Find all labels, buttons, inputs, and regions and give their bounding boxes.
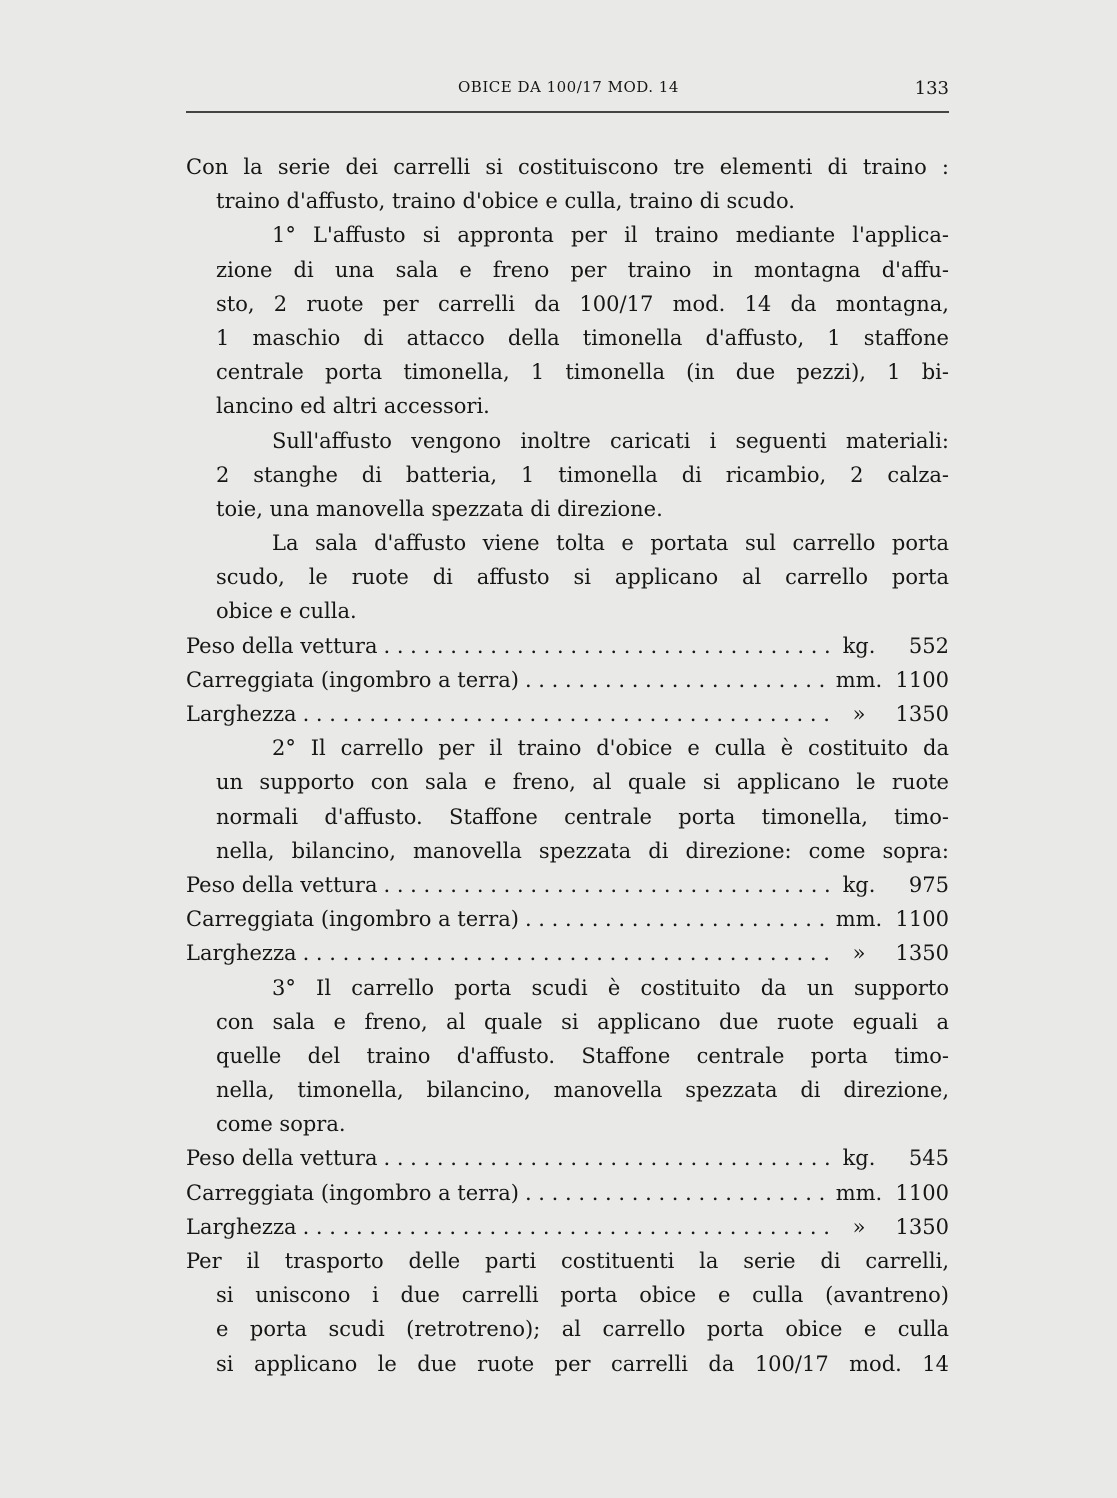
- spec-unit: mm.: [835, 1180, 883, 1205]
- spec-label: Peso della vettura: [186, 872, 378, 897]
- spec-unit: »: [852, 1214, 866, 1239]
- text-line: con sala e freno, al quale si applicano due ruote eguali a: [216, 1009, 949, 1034]
- spec-unit: mm.: [835, 667, 883, 692]
- spec-unit: kg.: [842, 872, 876, 897]
- spec-row: [186, 629, 949, 663]
- dot-leader: [377, 1141, 831, 1175]
- text-line: come sopra.: [216, 1112, 346, 1137]
- spec-label: Carreggiata (ingombro a terra): [186, 1180, 519, 1205]
- text-line: quelle del traino d'affusto. Staffone centrale porta timo-: [216, 1043, 949, 1068]
- spec-value: 1350: [895, 1214, 949, 1239]
- text-line: toie, una manovella spezzata di direzione.: [216, 496, 663, 521]
- spec-label: Carreggiata (ingombro a terra): [186, 907, 519, 932]
- dot-leader: [297, 1210, 831, 1244]
- spec-label: Peso della vettura: [186, 633, 378, 658]
- spec-row: [186, 936, 949, 970]
- spec-label: Larghezza: [186, 702, 297, 726]
- dot-leader: [519, 902, 831, 936]
- spec-value: 1100: [895, 667, 949, 692]
- text-line: centrale porta timonella, 1 timonella (in due pezzi), 1 bi-: [216, 360, 949, 385]
- running-head-title: OBICE DA 100/17 MOD. 14: [458, 78, 679, 96]
- spec-value: 545: [908, 1146, 949, 1171]
- text-line: obice e culla.: [216, 599, 357, 624]
- text-line: si uniscono i due carrelli porta obice e culla (avantreno): [216, 1283, 949, 1308]
- text-line: nella, timonella, bilancino, manovella spezzata di direzione,: [216, 1078, 949, 1103]
- spec-label: Carreggiata (ingombro a terra): [186, 667, 519, 692]
- text-line: 3° Il carrello porta scudi è costituito da un supporto: [272, 975, 949, 1000]
- dot-leader: [297, 697, 831, 731]
- text-line: 2° Il carrello per il traino d'obice e culla è costituito da: [272, 736, 949, 761]
- spec-value: 552: [908, 633, 949, 658]
- spec-unit: »: [852, 702, 866, 726]
- spec-row: [186, 697, 949, 731]
- text-line: scudo, le ruote di affusto si applicano al carrello porta: [216, 565, 949, 590]
- spec-value: 1100: [895, 907, 949, 932]
- text-line: normali d'affusto. Staffone centrale porta timonella, timo-: [216, 804, 949, 829]
- spec-label: Peso della vettura: [186, 1146, 378, 1171]
- dot-leader: [377, 868, 831, 902]
- spec-row: [186, 902, 949, 936]
- spec-unit: »: [852, 941, 866, 966]
- dot-leader: [519, 663, 831, 697]
- text-line: 2 stanghe di batteria, 1 timonella di ricambio, 2 calza-: [216, 462, 949, 487]
- text-line: si applicano le due ruote per carrelli da 100/17 mod. 14: [216, 1351, 949, 1376]
- text-line: Con la serie dei carrelli si costituiscono tre elementi di traino :: [186, 155, 949, 179]
- spec-unit: kg.: [842, 633, 876, 658]
- spec-value: 975: [908, 872, 949, 897]
- spec-label: Larghezza: [186, 941, 297, 966]
- dot-leader: [377, 629, 831, 663]
- text-line: sto, 2 ruote per carrelli da 100/17 mod. 14 da montagna,: [216, 291, 949, 316]
- text-line: Per il trasporto delle parti costituenti la serie di carrelli,: [186, 1249, 949, 1273]
- spec-row: [186, 1176, 949, 1210]
- spec-row: [186, 663, 949, 697]
- spec-row: [186, 1210, 949, 1244]
- header-rule: [186, 111, 949, 113]
- spec-value: 1350: [895, 941, 949, 966]
- text-line: 1 maschio di attacco della timonella d'affusto, 1 staffone: [216, 325, 949, 350]
- text-line: La sala d'affusto viene tolta e portata sul carrello porta: [272, 531, 949, 556]
- text-line: 1° L'affusto si appronta per il traino mediante l'applica-: [272, 223, 949, 248]
- text-line: Sull'affusto vengono inoltre caricati i seguenti materiali:: [272, 428, 949, 453]
- text-line: zione di una sala e freno per traino in montagna d'affu-: [216, 257, 949, 282]
- running-head: [186, 78, 949, 102]
- text-line: e porta scudi (retrotreno); al carrello porta obice e culla: [216, 1317, 949, 1342]
- spec-unit: mm.: [835, 907, 883, 932]
- text-line: un supporto con sala e freno, al quale si applicano le ruote: [216, 770, 949, 795]
- dot-leader: [297, 936, 831, 970]
- spec-value: 1100: [895, 1180, 949, 1205]
- body-text: [186, 150, 949, 1381]
- dot-leader: [519, 1176, 831, 1210]
- text-line: traino d'affusto, traino d'obice e culla, traino di scudo.: [216, 189, 795, 214]
- text-line: nella, bilancino, manovella spezzata di direzione: come sopra:: [216, 838, 949, 863]
- spec-row: [186, 868, 949, 902]
- spec-value: 1350: [895, 702, 949, 726]
- spec-row: [186, 1141, 949, 1175]
- text-line: lancino ed altri accessori.: [216, 394, 490, 419]
- spec-unit: kg.: [842, 1146, 876, 1171]
- spec-label: Larghezza: [186, 1214, 297, 1239]
- page-number: 133: [914, 78, 949, 99]
